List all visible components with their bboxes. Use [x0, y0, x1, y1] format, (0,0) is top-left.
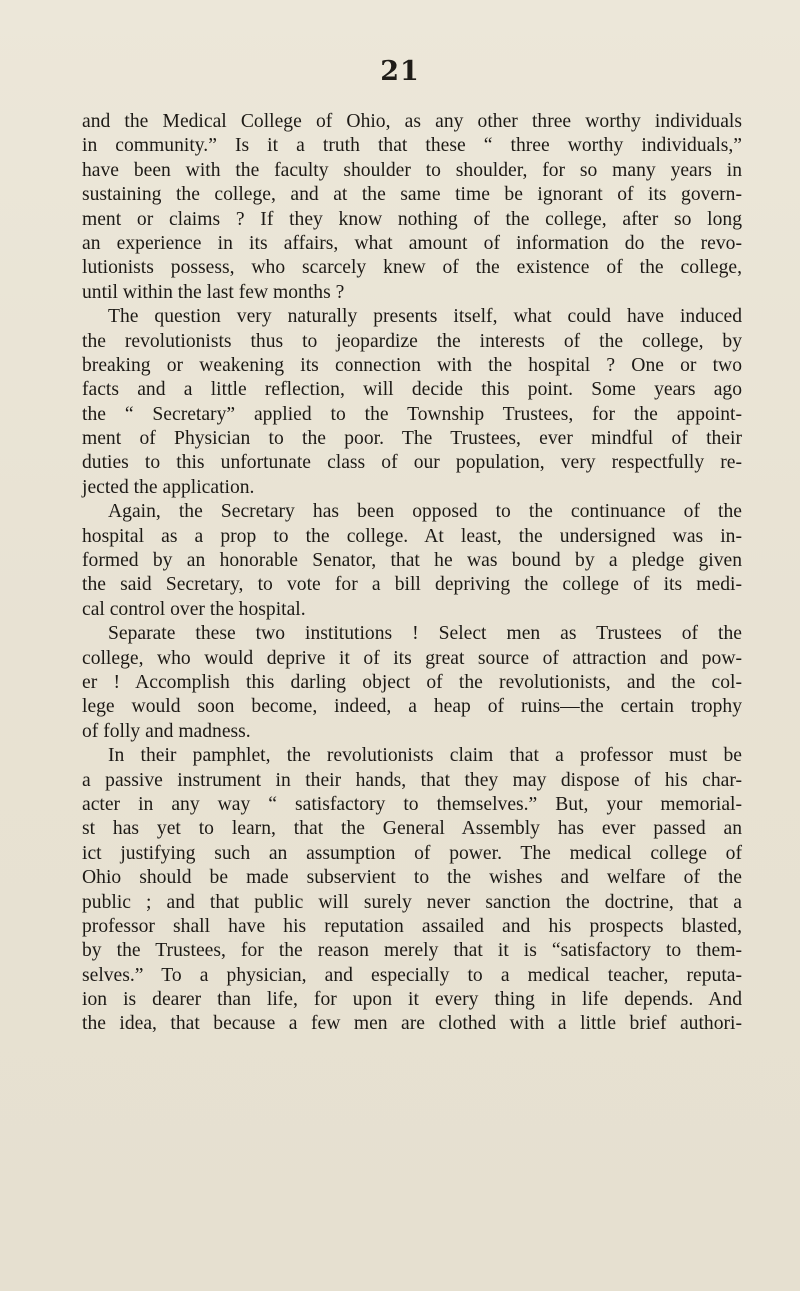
text-line: in community.” Is it a truth that these “ three worthy individuals,”: [82, 135, 742, 157]
text-line: lege would soon become, indeed, a heap of ruins—the certain trophy: [82, 696, 742, 718]
text-line: breaking or weakening its connection with the hospital ? One or two: [82, 354, 742, 376]
text-line: of folly and madness.: [82, 720, 251, 742]
text-line: acter in any way “ satisfactory to themselves.” But, your memorial-: [82, 793, 742, 815]
text-line: facts and a little reflection, will decide this point. Some years ago: [82, 379, 742, 401]
text-line: the revolutionists thus to jeopardize the interests of the college, by: [82, 330, 742, 352]
text-line: hospital as a prop to the college. At least, the undersigned was in-: [82, 525, 742, 547]
text-line: ict justifying such an assumption of power. The medical college of: [82, 842, 742, 864]
text-line: an experience in its affairs, what amount of information do the revo-: [82, 232, 742, 254]
text-line: ment of Physician to the poor. The Trustees, ever mindful of their: [82, 428, 742, 450]
text-line: sustaining the college, and at the same time be ignorant of its govern-: [82, 184, 742, 206]
text-line: lutionists possess, who scarcely knew of the existence of the college,: [82, 257, 742, 279]
text-line: professor shall have his reputation assailed and his prospects blasted,: [82, 915, 742, 937]
text-line: duties to this unfortunate class of our population, very respectfully re-: [82, 452, 742, 474]
text-line: a passive instrument in their hands, that they may dispose of his char-: [82, 769, 742, 791]
paragraph-first-line: In their pamphlet, the revolutionists claim that a professor must be: [108, 745, 742, 767]
text-line: have been with the faculty shoulder to shoulder, for so many years in: [82, 159, 742, 181]
text-line: college, who would deprive it of its great source of attraction and pow-: [82, 647, 742, 669]
text-line: ment or claims ? If they know nothing of the college, after so long: [82, 208, 742, 230]
text-line: and the Medical College of Ohio, as any other three worthy individuals: [82, 111, 742, 132]
paragraph-first-line: Separate these two institutions ! Select men as Trustees of the: [108, 623, 742, 645]
text-line: the said Secretary, to vote for a bill depriving the college of its medi-: [82, 574, 742, 596]
text-line: er ! Accomplish this darling object of the revolutionists, and the col-: [82, 671, 742, 693]
text-line: Ohio should be made subservient to the wishes and welfare of the: [82, 867, 742, 889]
body-text: [82, 110, 742, 1037]
text-line: ion is dearer than life, for upon it every thing in life depends. And: [82, 989, 742, 1011]
text-line: jected the application.: [82, 476, 255, 498]
text-line: cal control over the hospital.: [82, 598, 306, 620]
text-line: selves.” To a physician, and especially to a medical teacher, reputa-: [82, 964, 742, 986]
text-line: the “ Secretary” applied to the Township Trustees, for the appoint-: [82, 403, 742, 425]
text-line: public ; and that public will surely never sanction the doctrine, that a: [82, 891, 742, 913]
text-line: st has yet to learn, that the General Assembly has ever passed an: [82, 818, 742, 840]
text-line: by the Trustees, for the reason merely that it is “satisfactory to them-: [82, 940, 742, 962]
text-line: until within the last few months ?: [82, 281, 345, 303]
page-number: 21: [380, 56, 420, 87]
text-line: the idea, that because a few men are clothed with a little brief authori-: [82, 1013, 742, 1035]
paragraph-first-line: Again, the Secretary has been opposed to the continuance of the: [108, 501, 742, 523]
text-line: formed by an honorable Senator, that he was bound by a pledge given: [82, 550, 742, 572]
paragraph-first-line: The question very naturally presents itself, what could have induced: [108, 306, 742, 328]
